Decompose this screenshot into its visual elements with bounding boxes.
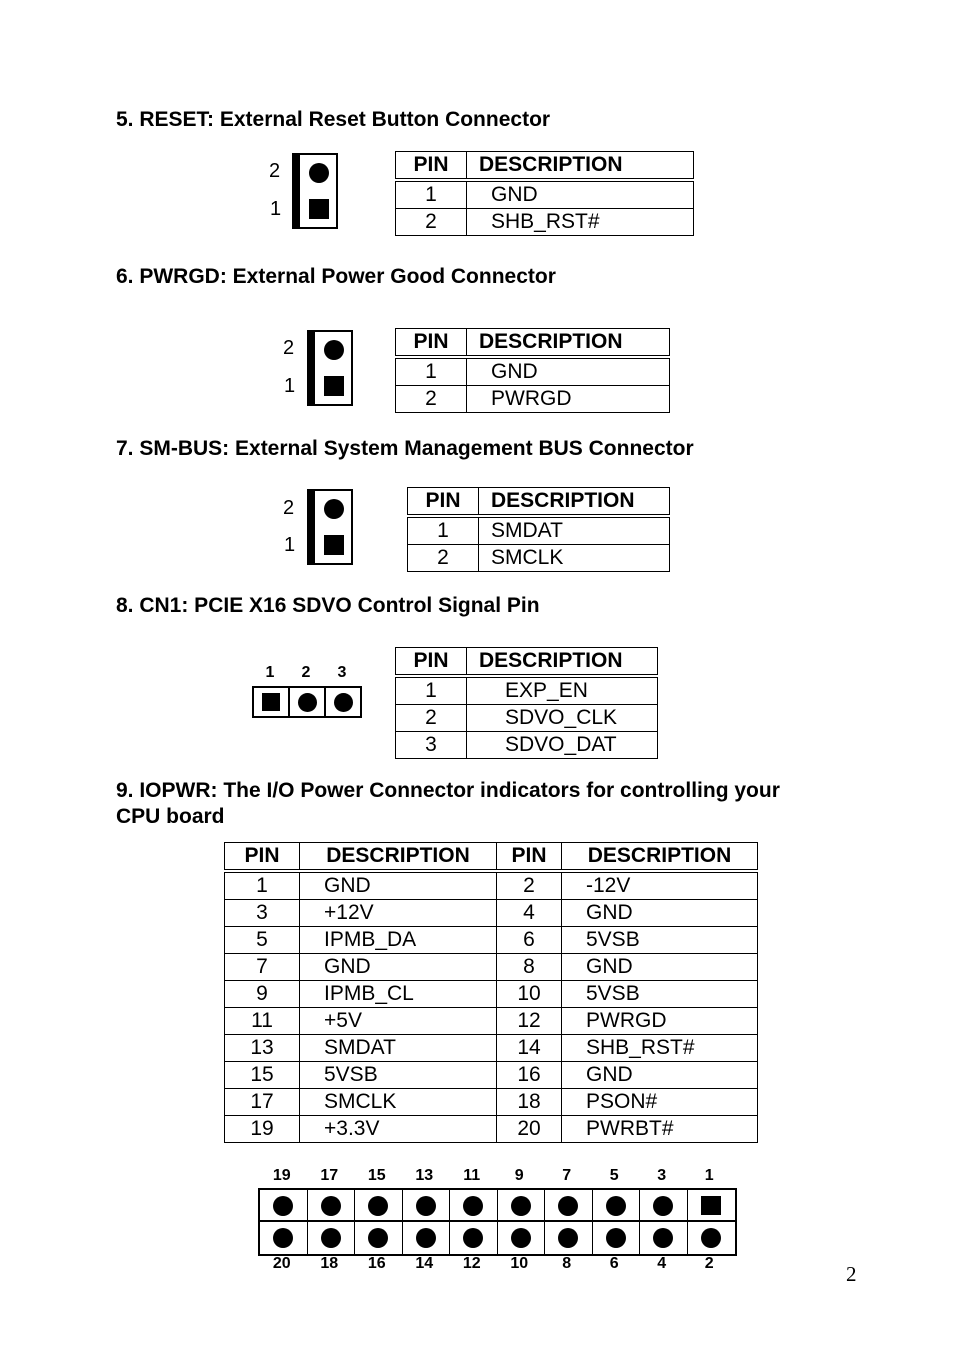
reset-pin-table bbox=[395, 151, 694, 236]
table-row bbox=[396, 209, 694, 236]
header-pin: PIN bbox=[396, 152, 467, 181]
description-cell: PWRGD bbox=[562, 1008, 758, 1035]
pwrgd-connector-diagram bbox=[307, 330, 353, 406]
pin-cell: 2 bbox=[396, 209, 467, 236]
pin-round-icon bbox=[321, 1196, 341, 1216]
pin-cell: 11 bbox=[225, 1008, 300, 1035]
pin-number-label: 5 bbox=[609, 1167, 619, 1184]
description-cell: GND bbox=[467, 180, 694, 209]
pin-cell: 4 bbox=[497, 900, 562, 927]
pin-1-square-icon bbox=[324, 535, 344, 555]
cn1-pin-table bbox=[395, 647, 658, 759]
description-cell: SMDAT bbox=[479, 516, 670, 545]
header-pin: PIN bbox=[408, 488, 479, 517]
pin-cell: 1 bbox=[408, 516, 479, 545]
table-row bbox=[408, 545, 670, 572]
pin-cell: 9 bbox=[225, 981, 300, 1008]
description-cell: +12V bbox=[300, 900, 497, 927]
pin-round-icon bbox=[606, 1196, 626, 1216]
pin-cell: 3 bbox=[396, 732, 467, 759]
pin-cell: 1 bbox=[396, 676, 467, 705]
pin-label-3: 3 bbox=[337, 664, 347, 681]
pin-cell: 6 bbox=[497, 927, 562, 954]
pin-1-square-icon bbox=[262, 693, 280, 711]
pin-label-2: 2 bbox=[269, 160, 281, 182]
pin-cell: 14 bbox=[497, 1035, 562, 1062]
table-row bbox=[225, 1008, 758, 1035]
pin-cell: 1 bbox=[225, 871, 300, 900]
header-description: DESCRIPTION bbox=[479, 488, 670, 517]
pin-number-label: 16 bbox=[367, 1255, 386, 1272]
pin-number-label: 1 bbox=[704, 1167, 714, 1184]
table-row bbox=[225, 981, 758, 1008]
description-cell: SHB_RST# bbox=[562, 1035, 758, 1062]
header-description: DESCRIPTION bbox=[300, 843, 497, 872]
pin-number-label: 7 bbox=[562, 1167, 572, 1184]
pin-number-label: 3 bbox=[657, 1167, 667, 1184]
description-cell: IPMB_DA bbox=[300, 927, 497, 954]
iopwr-connector-diagram bbox=[258, 1188, 737, 1256]
description-cell: GND bbox=[562, 1062, 758, 1089]
cn1-connector-diagram bbox=[252, 686, 362, 718]
description-cell: +3.3V bbox=[300, 1116, 497, 1143]
pin-cell: 10 bbox=[497, 981, 562, 1008]
pin-number-label: 17 bbox=[320, 1167, 339, 1184]
pin-cell: 5 bbox=[225, 927, 300, 954]
description-cell: GND bbox=[562, 900, 758, 927]
section-9-heading: 9. IOPWR: The I/O Power Connector indicators for controlling your bbox=[116, 779, 780, 802]
pin-label-1: 1 bbox=[284, 375, 296, 397]
pin-number-label: 19 bbox=[272, 1167, 291, 1184]
pin-2-round-icon bbox=[309, 163, 329, 183]
pin-number-label: 4 bbox=[657, 1255, 667, 1272]
pin-1-square-icon bbox=[701, 1196, 721, 1215]
pin-cell: 3 bbox=[225, 900, 300, 927]
table-row bbox=[225, 1089, 758, 1116]
pin-number-label: 15 bbox=[367, 1167, 386, 1184]
pin-cell: 16 bbox=[497, 1062, 562, 1089]
pin-cell: 17 bbox=[225, 1089, 300, 1116]
pin-number-label: 18 bbox=[320, 1255, 339, 1272]
pin-number-label: 20 bbox=[272, 1255, 291, 1272]
pin-cell: 7 bbox=[225, 954, 300, 981]
pin-round-icon bbox=[558, 1196, 578, 1216]
table-row bbox=[225, 1062, 758, 1089]
pin-cell: 13 bbox=[225, 1035, 300, 1062]
section-8-heading: 8. CN1: PCIE X16 SDVO Control Signal Pin bbox=[116, 594, 540, 617]
pin-label-1: 1 bbox=[270, 198, 282, 220]
description-cell: -12V bbox=[562, 871, 758, 900]
pin-round-icon bbox=[368, 1196, 388, 1216]
pin-number-label: 11 bbox=[463, 1167, 481, 1184]
header-pin: PIN bbox=[396, 648, 467, 677]
table-row bbox=[396, 357, 670, 386]
header-pin: PIN bbox=[225, 843, 300, 872]
description-cell: 5VSB bbox=[562, 927, 758, 954]
pin-round-icon bbox=[701, 1228, 721, 1248]
pin-cell: 15 bbox=[225, 1062, 300, 1089]
pin-2-round-icon bbox=[324, 340, 344, 360]
section-5-heading: 5. RESET: External Reset Button Connector bbox=[116, 108, 551, 131]
table-row bbox=[396, 676, 658, 705]
pin-round-icon bbox=[321, 1228, 341, 1248]
description-cell: 5VSB bbox=[300, 1062, 497, 1089]
description-cell: EXP_EN bbox=[467, 676, 658, 705]
pin-1-square-icon bbox=[324, 376, 344, 396]
pin-cell: 12 bbox=[497, 1008, 562, 1035]
pin-round-icon bbox=[273, 1196, 293, 1216]
pin-label-1: 1 bbox=[265, 664, 275, 681]
pin-round-icon bbox=[511, 1196, 531, 1216]
smbus-pin-table bbox=[407, 487, 670, 572]
pin-cell: 18 bbox=[497, 1089, 562, 1116]
description-cell: +5V bbox=[300, 1008, 497, 1035]
pin-cell: 2 bbox=[408, 545, 479, 572]
pin-cell: 20 bbox=[497, 1116, 562, 1143]
pin-round-icon bbox=[273, 1228, 293, 1248]
pin-number-label: 13 bbox=[415, 1167, 434, 1184]
smbus-connector-diagram bbox=[307, 489, 353, 565]
pin-round-icon bbox=[416, 1228, 436, 1248]
header-description: DESCRIPTION bbox=[467, 329, 670, 358]
pin-round-icon bbox=[606, 1228, 626, 1248]
pin-2-round-icon bbox=[324, 499, 344, 519]
header-description: DESCRIPTION bbox=[562, 843, 758, 872]
pin-cell: 1 bbox=[396, 357, 467, 386]
pin-round-icon bbox=[416, 1196, 436, 1216]
description-cell: GND bbox=[300, 954, 497, 981]
description-cell: PWRGD bbox=[467, 386, 670, 413]
pin-round-icon bbox=[463, 1196, 483, 1216]
description-cell: SDVO_DAT bbox=[467, 732, 658, 759]
description-cell: SHB_RST# bbox=[467, 209, 694, 236]
description-cell: GND bbox=[562, 954, 758, 981]
pin-number-label: 6 bbox=[609, 1255, 619, 1272]
table-row bbox=[396, 705, 658, 732]
table-row bbox=[225, 1035, 758, 1062]
pin-round-icon bbox=[511, 1228, 531, 1248]
description-cell: SMCLK bbox=[479, 545, 670, 572]
page-number: 2 bbox=[846, 1262, 857, 1286]
table-row bbox=[396, 386, 670, 413]
pin-number-label: 2 bbox=[704, 1255, 714, 1272]
header-pin: PIN bbox=[396, 329, 467, 358]
section-6-heading: 6. PWRGD: External Power Good Connector bbox=[116, 265, 556, 288]
table-row bbox=[225, 954, 758, 981]
header-description: DESCRIPTION bbox=[467, 648, 658, 677]
table-row bbox=[225, 900, 758, 927]
pin-cell: 8 bbox=[497, 954, 562, 981]
description-cell: SMCLK bbox=[300, 1089, 497, 1116]
pin-cell: 1 bbox=[396, 180, 467, 209]
pin-number-label: 9 bbox=[514, 1167, 524, 1184]
pin-label-2: 2 bbox=[283, 497, 295, 519]
section-9-heading-cont: CPU board bbox=[116, 805, 225, 828]
section-7-heading: 7. SM-BUS: External System Management BUS Connector bbox=[116, 437, 694, 460]
pin-label-1: 1 bbox=[284, 534, 296, 556]
pin-number-label: 10 bbox=[510, 1255, 529, 1272]
pin-round-icon bbox=[368, 1228, 388, 1248]
pwrgd-pin-table bbox=[395, 328, 670, 413]
description-cell: IPMB_CL bbox=[300, 981, 497, 1008]
pin-number-label: 8 bbox=[562, 1255, 572, 1272]
pin-label-2: 2 bbox=[301, 664, 311, 681]
header-description: DESCRIPTION bbox=[467, 152, 694, 181]
description-cell: PWRBT# bbox=[562, 1116, 758, 1143]
header-pin: PIN bbox=[497, 843, 562, 872]
pin-round-icon bbox=[463, 1228, 483, 1248]
description-cell: GND bbox=[467, 357, 670, 386]
table-row bbox=[225, 1116, 758, 1143]
table-row bbox=[408, 516, 670, 545]
table-row bbox=[396, 180, 694, 209]
description-cell: GND bbox=[300, 871, 497, 900]
iopwr-pin-table bbox=[224, 842, 758, 1143]
description-cell: SMDAT bbox=[300, 1035, 497, 1062]
pin-label-2: 2 bbox=[283, 337, 295, 359]
pin-2-round-icon bbox=[298, 693, 317, 712]
description-cell: 5VSB bbox=[562, 981, 758, 1008]
pin-round-icon bbox=[558, 1228, 578, 1248]
table-row bbox=[225, 871, 758, 900]
pin-cell: 2 bbox=[396, 386, 467, 413]
pin-number-label: 12 bbox=[462, 1255, 481, 1272]
pin-3-round-icon bbox=[334, 693, 353, 712]
table-row bbox=[396, 732, 658, 759]
reset-connector-diagram bbox=[292, 153, 338, 229]
pin-number-label: 14 bbox=[415, 1255, 434, 1272]
pin-round-icon bbox=[653, 1228, 673, 1248]
pin-cell: 2 bbox=[497, 871, 562, 900]
pin-cell: 2 bbox=[396, 705, 467, 732]
pin-round-icon bbox=[653, 1196, 673, 1216]
pin-cell: 19 bbox=[225, 1116, 300, 1143]
description-cell: PSON# bbox=[562, 1089, 758, 1116]
pin-1-square-icon bbox=[309, 199, 329, 219]
description-cell: SDVO_CLK bbox=[467, 705, 658, 732]
table-row bbox=[225, 927, 758, 954]
